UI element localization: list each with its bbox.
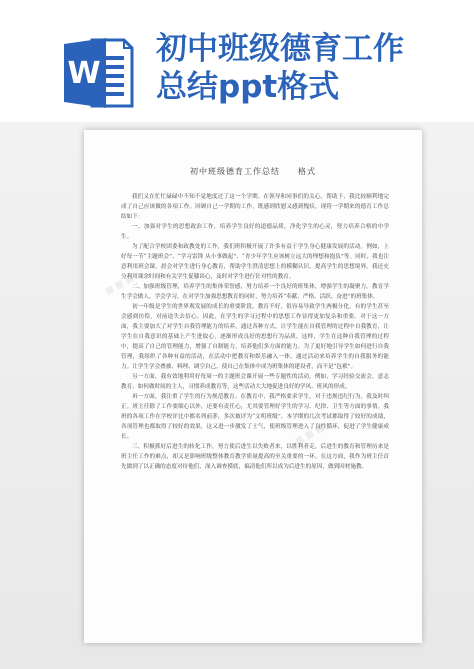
- page-title-line-2: 总结ppt格式: [156, 69, 340, 105]
- paragraph: 我们又在忙忙碌碌中不知不觉地度过了这一个学期。在领导和同事们的关心、帮助下，我比较顺利地完成了自己应该做的各项工作。回顾自己一学期的工作，既感到欣慰又感到愧疚。现将一学期来的德育工作总结如下：: [121, 194, 389, 220]
- document-body: [121, 192, 389, 472]
- word-document-icon: [62, 34, 136, 112]
- document-page[interactable]: [84, 130, 422, 643]
- paragraph: 初一年级是学生的世界观发展的成长的重要阶段，教育不好，很容易导致学生两极分化。有的学生甚至会感到彷徨，对前途失去信心。因此，在学生的学习过程中的思想工作显得更加复杂和重要。对于这一方面，我主要加大了对学生自我管理能力的培养，通过各种方式，让学生能在自我管理的过程中自我教育，让学生在自我意识的基础上产生进取心，逐渐形成良好的思想行为品质。这样，学生在这种自我管理的过程中，提高了自己的管理能力，增强了自制能力，培养他们多方面的能力。为了更好地引导学生如何进行自我管理，我组织了各种有益的活动，在活动中把教育和娱乐融入一体，通过活动来培养学生的自我服务的能力。让学生学会叠被、料理、调空自己，使自己在集体中成为班集体的建设者，而不是“包袱”。: [121, 304, 389, 370]
- watermark: ▦ ▦ ▦: [103, 272, 136, 298]
- document-title: [84, 166, 422, 177]
- watermark: ▦ ▦ ▦: [293, 422, 326, 448]
- paragraph: 再一方面，我注重了学生的行为规范教育。在教育中，我严格要求学生，对于违规违纪行为，我及时纠正。班主任除了工作要细心以外，还要有责任心，尤其要管理好学生的学习、纪律、卫生等方面的事情。我班的各项工作在学校评比中都名列前茅，多次被评为“文明班级”。本学期的几次考试都取得了较好的成绩，各项管理也都取得了较好的效果，这又进一步激发了士气，使班级管理进入了良性循环，促进了学生健康成长。: [121, 394, 389, 440]
- page-title-line-1: 初中班级德育工作: [156, 31, 404, 67]
- paragraph: 三、积极抓好后进生的转化工作，努力使后进生以失败者来，以胜利者走，后进生的教育和管理历来是班主任工作的难点，却又是影响班级整体教育教学质量提高的至关重要的一环。在这方面，我作为班主任首先做到了以正确的态度对待他们，深入调查摸底，搞清他们所以成为后进生的原因，做到因材施教。: [121, 444, 389, 470]
- paragraph: 二、加强班级管理，培养学生的集体荣誉感，努力培养一个良好的班集体，增强学生的凝聚力。教育学生学会做人，学会学习，在对学生加强思想教育的同时，努力培养“奉献、严格、活跃、奋进”的班集体。: [121, 284, 389, 300]
- paragraph: 一、加强对学生的思想政治工作，培养学生良好的道德品质，净化学生的心灵，努力培养合格的中学生。: [121, 224, 389, 240]
- paragraph: 另一方面，我有效地利用好每周一的主题班会课开展一些专题性的活动，例如，学习经验交流会，意志教育，如何做时间的主人，习惯养成教育等，这些活动大大地促进良好的学风、班风的形成。: [121, 374, 389, 390]
- paragraph: 为了配合学校团委和政教处的工作，我们班积极开展了许多有益于学生身心健康发展的活动。例如，上好每一节“主题班会”、“学习雷锋 从小事做起”、“青少年学生应该树立远大的理想和抱负”等。同时，我也注意利用班会课，晨会对学生进行身心教育，帮助学生澄清思想上的模糊认识，提高学生的思想境界。我还充分利用课余时间和有关学生促膝谈心，及时对学生进行针对性的教育。: [121, 244, 389, 280]
- document-title-suffix: 格式: [298, 167, 316, 176]
- header-banner: [0, 0, 474, 118]
- document-title-main: 初中班级德育工作总结: [190, 167, 280, 176]
- word-icon-letter: W: [67, 56, 101, 91]
